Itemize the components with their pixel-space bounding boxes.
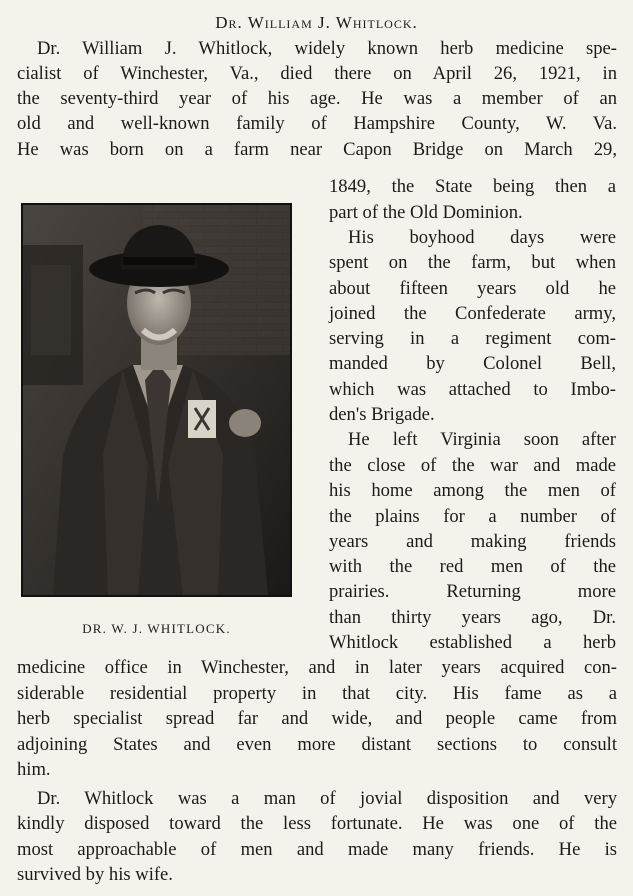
text-line: medicine office in Winchester, and in later years acquired con- xyxy=(17,657,617,678)
text-line: most approachable of men and made many friends. He is xyxy=(17,839,617,860)
text-line: cialist of Winchester, Va., died there on April 26, 1921, in xyxy=(17,63,617,84)
text-line: Dr. Whitlock was a man of jovial disposition and very xyxy=(37,788,617,809)
text-line: den's Brigade. xyxy=(329,404,435,425)
text-line: He was born on a farm near Capon Bridge on March 29, xyxy=(17,139,617,160)
text-line: spent on the farm, but when xyxy=(329,252,616,273)
photo-caption: DR. W. J. WHITLOCK. xyxy=(82,621,231,636)
text-line: old and well-known family of Hampshire County, W. Va. xyxy=(17,113,617,134)
text-line: which was attached to Imbo- xyxy=(329,379,616,400)
text-line: than thirty years ago, Dr. xyxy=(329,607,616,628)
text-line: with the red men of the xyxy=(329,556,616,577)
text-line: herb specialist spread far and wide, and people came from xyxy=(17,708,617,729)
text-line: the close of the war and made xyxy=(329,455,616,476)
portrait-photo xyxy=(21,203,292,597)
text-line: years and making friends xyxy=(329,531,616,552)
text-line: him. xyxy=(17,759,51,780)
text-line: 1849, the State being then a xyxy=(329,176,616,197)
text-line: adjoining States and even more distant sections to consult xyxy=(17,734,617,755)
text-line: manded by Colonel Bell, xyxy=(329,353,616,374)
text-line: the seventy-third year of his age. He was a member of an xyxy=(17,88,617,109)
text-line: His boyhood days were xyxy=(348,227,616,248)
text-line: survived by his wife. xyxy=(17,864,173,885)
text-line: kindly disposed toward the less fortunate. He was one of the xyxy=(17,813,617,834)
text-line: serving in a regiment com- xyxy=(329,328,616,349)
text-line: the plains for a number of xyxy=(329,506,616,527)
text-line: He left Virginia soon after xyxy=(348,429,616,450)
text-line: part of the Old Dominion. xyxy=(329,202,523,223)
text-line: Dr. William J. Whitlock, widely known herb medicine spe- xyxy=(37,38,617,59)
text-line: about fifteen years old he xyxy=(329,278,616,299)
text-line: joined the Confederate army, xyxy=(329,303,616,324)
text-line: siderable residential property in that city. His fame as a xyxy=(17,683,617,704)
article-title: Dr. William J. Whitlock. xyxy=(215,13,418,32)
text-line: prairies. Returning more xyxy=(329,581,616,602)
text-line: Whitlock established a herb xyxy=(329,632,616,653)
text-line: his home among the men of xyxy=(329,480,616,501)
